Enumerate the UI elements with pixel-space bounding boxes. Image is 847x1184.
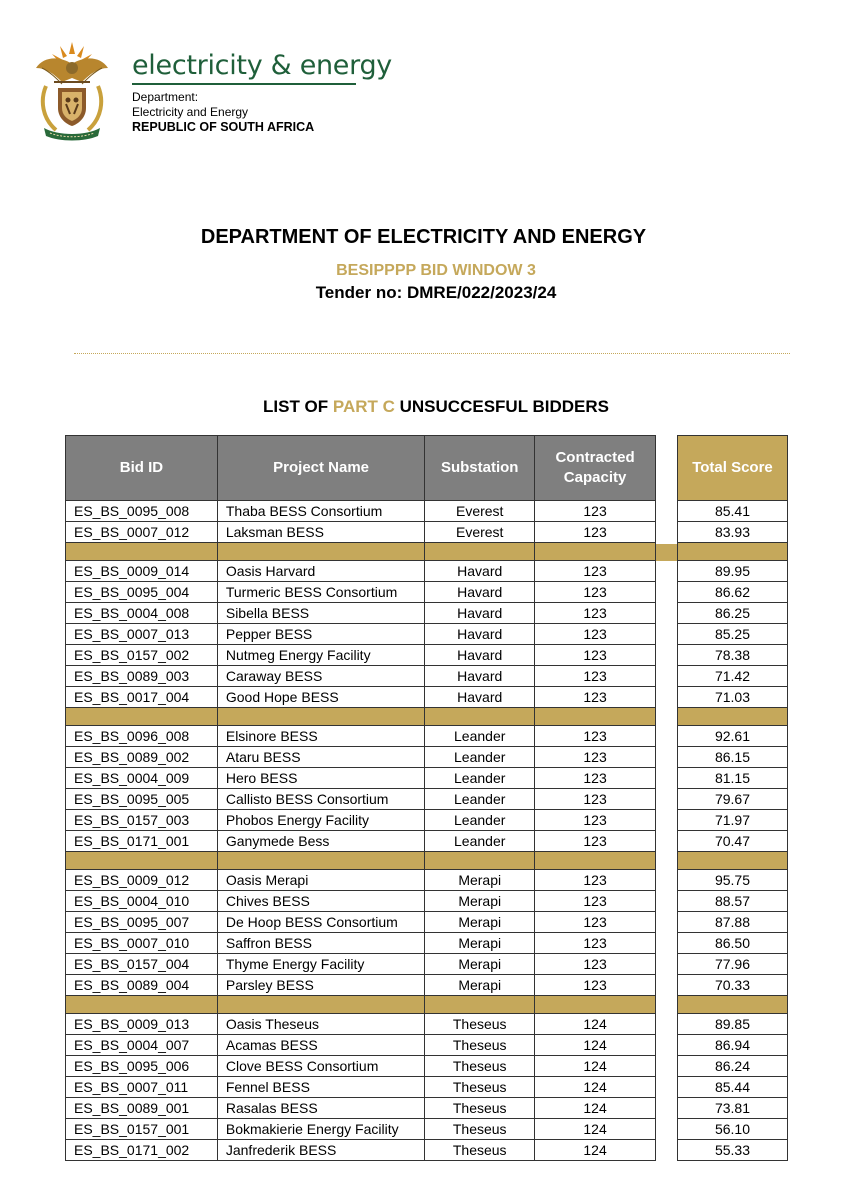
total-score-cell: 89.85: [678, 1014, 788, 1035]
capacity-cell: 123: [535, 624, 656, 645]
capacity-cell: 123: [535, 666, 656, 687]
dept-line-3: REPUBLIC OF SOUTH AFRICA: [132, 120, 315, 134]
total-score-cell: 86.62: [678, 582, 788, 603]
capacity-cell: 123: [535, 954, 656, 975]
score-row: [678, 891, 788, 912]
header-capacity-line-1: Contracted: [555, 449, 635, 466]
capacity-cell: 123: [535, 891, 656, 912]
capacity-cell: 123: [535, 831, 656, 852]
total-score-cell: 86.25: [678, 603, 788, 624]
separator-cell: [66, 996, 218, 1014]
table-row: [66, 810, 656, 831]
bid-id-cell: ES_BS_0007_011: [66, 1077, 218, 1098]
substation-cell: Everest: [425, 522, 535, 543]
project-name-cell: Acamas BESS: [217, 1035, 424, 1056]
table-row: [66, 1098, 656, 1119]
substation-cell: Havard: [425, 624, 535, 645]
capacity-cell: 123: [535, 726, 656, 747]
score-row: [678, 1035, 788, 1056]
substation-cell: Havard: [425, 645, 535, 666]
bid-id-cell: ES_BS_0171_002: [66, 1140, 218, 1161]
project-name-cell: Rasalas BESS: [217, 1098, 424, 1119]
table-row: [66, 1119, 656, 1140]
bid-id-cell: ES_BS_0009_013: [66, 1014, 218, 1035]
project-name-cell: Clove BESS Consortium: [217, 1056, 424, 1077]
bid-id-cell: ES_BS_0096_008: [66, 726, 218, 747]
substation-cell: Theseus: [425, 1014, 535, 1035]
table-row: [66, 1077, 656, 1098]
substation-cell: Havard: [425, 603, 535, 624]
capacity-cell: 123: [535, 768, 656, 789]
bid-id-cell: ES_BS_0157_004: [66, 954, 218, 975]
substation-cell: Everest: [425, 501, 535, 522]
bid-id-cell: ES_BS_0007_010: [66, 933, 218, 954]
total-score-cell: 86.24: [678, 1056, 788, 1077]
substation-cell: Leander: [425, 768, 535, 789]
project-name-cell: Oasis Harvard: [217, 561, 424, 582]
dept-line-1: Department:: [132, 90, 199, 104]
score-row: [678, 1056, 788, 1077]
substation-cell: Theseus: [425, 1140, 535, 1161]
score-row: [678, 831, 788, 852]
score-row: [678, 603, 788, 624]
score-row: [678, 912, 788, 933]
project-name-cell: Phobos Energy Facility: [217, 810, 424, 831]
bid-id-cell: ES_BS_0095_007: [66, 912, 218, 933]
total-score-cell: 89.95: [678, 561, 788, 582]
table-row: [66, 624, 656, 645]
table-row: [66, 1035, 656, 1056]
total-score-cell: 56.10: [678, 1119, 788, 1140]
separator-cell: [66, 543, 218, 561]
substation-cell: Theseus: [425, 1098, 535, 1119]
table-row: [66, 501, 656, 522]
table-row: [66, 870, 656, 891]
total-score-cell: 55.33: [678, 1140, 788, 1161]
capacity-cell: 123: [535, 933, 656, 954]
project-name-cell: Turmeric BESS Consortium: [217, 582, 424, 603]
score-row: [678, 561, 788, 582]
dept-line-2: Electricity and Energy: [132, 105, 249, 119]
score-row: [678, 1119, 788, 1140]
capacity-cell: 123: [535, 810, 656, 831]
substation-cell: Leander: [425, 810, 535, 831]
list-heading-suffix: UNSUCCESFUL BIDDERS: [394, 397, 609, 416]
score-row: [678, 687, 788, 708]
header-contracted-capacity: [535, 436, 656, 501]
project-name-cell: Parsley BESS: [217, 975, 424, 996]
score-row: [678, 933, 788, 954]
project-name-cell: Sibella BESS: [217, 603, 424, 624]
total-score-cell: 92.61: [678, 726, 788, 747]
header-total-score: Total Score: [678, 436, 788, 501]
score-header-row: [678, 436, 788, 501]
total-score-cell: 71.03: [678, 687, 788, 708]
score-row: [678, 810, 788, 831]
department-branding: [132, 50, 392, 135]
score-table: [677, 435, 788, 1161]
project-name-cell: Caraway BESS: [217, 666, 424, 687]
bid-id-cell: ES_BS_0004_010: [66, 891, 218, 912]
bid-id-cell: ES_BS_0089_001: [66, 1098, 218, 1119]
table-row: [66, 789, 656, 810]
total-score-cell: 85.41: [678, 501, 788, 522]
project-name-cell: Nutmeg Energy Facility: [217, 645, 424, 666]
project-name-cell: Callisto BESS Consortium: [217, 789, 424, 810]
table-header-row: [66, 436, 656, 501]
separator-cell: [678, 543, 788, 561]
substation-cell: Merapi: [425, 912, 535, 933]
separator-cell: [535, 996, 656, 1014]
substation-cell: Havard: [425, 687, 535, 708]
document-title: DEPARTMENT OF ELECTRICITY AND ENERGY: [200, 226, 647, 248]
capacity-cell: 124: [535, 1056, 656, 1077]
table-row: [66, 1014, 656, 1035]
total-score-cell: 81.15: [678, 768, 788, 789]
table-row: [66, 954, 656, 975]
bid-id-cell: ES_BS_0004_008: [66, 603, 218, 624]
header-bid-id: Bid ID: [66, 436, 218, 501]
separator-cell: [535, 543, 656, 561]
separator-cell: [678, 996, 788, 1014]
table-row: [66, 747, 656, 768]
bid-id-cell: ES_BS_0017_004: [66, 687, 218, 708]
bid-id-cell: ES_BS_0095_004: [66, 582, 218, 603]
score-row: [678, 501, 788, 522]
total-score-cell: 77.96: [678, 954, 788, 975]
list-heading-highlight: PART C: [332, 397, 395, 416]
bid-id-cell: ES_BS_0095_005: [66, 789, 218, 810]
bid-id-cell: ES_BS_0007_012: [66, 522, 218, 543]
capacity-cell: 124: [535, 1098, 656, 1119]
score-row: [678, 1098, 788, 1119]
table-row: [66, 912, 656, 933]
bid-id-cell: ES_BS_0095_008: [66, 501, 218, 522]
capacity-cell: 124: [535, 1140, 656, 1161]
project-name-cell: Ganymede Bess: [217, 831, 424, 852]
project-name-cell: Fennel BESS: [217, 1077, 424, 1098]
separator-cell: [66, 708, 218, 726]
total-score-cell: 79.67: [678, 789, 788, 810]
score-row: [678, 624, 788, 645]
score-row: [678, 975, 788, 996]
project-name-cell: Hero BESS: [217, 768, 424, 789]
capacity-cell: 124: [535, 1035, 656, 1056]
total-score-cell: 73.81: [678, 1098, 788, 1119]
separator-cell: [217, 996, 424, 1014]
total-score-cell: 83.93: [678, 522, 788, 543]
score-separator-row: [678, 996, 788, 1014]
bid-id-cell: ES_BS_0095_006: [66, 1056, 218, 1077]
project-name-cell: Oasis Theseus: [217, 1014, 424, 1035]
project-name-cell: De Hoop BESS Consortium: [217, 912, 424, 933]
project-name-cell: Ataru BESS: [217, 747, 424, 768]
substation-cell: Merapi: [425, 891, 535, 912]
score-row: [678, 870, 788, 891]
capacity-cell: 123: [535, 645, 656, 666]
substation-cell: Theseus: [425, 1035, 535, 1056]
separator-cell: [425, 996, 535, 1014]
bid-id-cell: ES_BS_0004_009: [66, 768, 218, 789]
capacity-cell: 123: [535, 975, 656, 996]
document-subtitle: BESIPPPP BID WINDOW 3: [336, 262, 536, 279]
total-score-cell: 71.97: [678, 810, 788, 831]
total-score-cell: 86.94: [678, 1035, 788, 1056]
table-row: [66, 726, 656, 747]
substation-cell: Leander: [425, 831, 535, 852]
dotted-divider: [74, 353, 790, 354]
substation-cell: Havard: [425, 561, 535, 582]
group-separator-row: [66, 996, 656, 1014]
project-name-cell: Saffron BESS: [217, 933, 424, 954]
header-substation: Substation: [425, 436, 535, 501]
separator-cell: [678, 852, 788, 870]
table-row: [66, 603, 656, 624]
table-row: [66, 975, 656, 996]
score-row: [678, 1014, 788, 1035]
table-row: [66, 687, 656, 708]
substation-cell: Merapi: [425, 933, 535, 954]
total-score-cell: 71.42: [678, 666, 788, 687]
total-score-cell: 86.50: [678, 933, 788, 954]
capacity-cell: 123: [535, 522, 656, 543]
substation-cell: Havard: [425, 582, 535, 603]
substation-cell: Merapi: [425, 870, 535, 891]
score-row: [678, 1140, 788, 1161]
project-name-cell: Laksman BESS: [217, 522, 424, 543]
substation-cell: Merapi: [425, 954, 535, 975]
bid-id-cell: ES_BS_0007_013: [66, 624, 218, 645]
substation-cell: Leander: [425, 726, 535, 747]
separator-cell: [217, 852, 424, 870]
total-score-cell: 70.47: [678, 831, 788, 852]
total-score-cell: 95.75: [678, 870, 788, 891]
group-separator-row: [66, 543, 656, 561]
header-project-name: Project Name: [217, 436, 424, 501]
score-row: [678, 726, 788, 747]
score-row: [678, 789, 788, 810]
substation-cell: Theseus: [425, 1119, 535, 1140]
table-row: [66, 582, 656, 603]
project-name-cell: Good Hope BESS: [217, 687, 424, 708]
capacity-cell: 123: [535, 747, 656, 768]
score-row: [678, 954, 788, 975]
capacity-cell: 123: [535, 687, 656, 708]
bid-id-cell: ES_BS_0089_003: [66, 666, 218, 687]
capacity-cell: 123: [535, 582, 656, 603]
score-row: [678, 747, 788, 768]
brand-name: electricity & energy: [132, 50, 392, 81]
table-row: [66, 891, 656, 912]
tender-number: Tender no: DMRE/022/2023/24: [315, 283, 557, 302]
project-name-cell: Janfrederik BESS: [217, 1140, 424, 1161]
total-score-cell: 87.88: [678, 912, 788, 933]
capacity-cell: 123: [535, 603, 656, 624]
bid-id-cell: ES_BS_0157_002: [66, 645, 218, 666]
score-row: [678, 582, 788, 603]
project-name-cell: Chives BESS: [217, 891, 424, 912]
bid-id-cell: ES_BS_0089_002: [66, 747, 218, 768]
score-separator-row: [678, 708, 788, 726]
table-row: [66, 1056, 656, 1077]
table-row: [66, 1140, 656, 1161]
brand-underline: [132, 83, 356, 85]
capacity-cell: 123: [535, 912, 656, 933]
separator-cell: [66, 852, 218, 870]
separator-cell: [425, 852, 535, 870]
table-row: [66, 933, 656, 954]
capacity-cell: 123: [535, 870, 656, 891]
substation-cell: Havard: [425, 666, 535, 687]
project-name-cell: Bokmakierie Energy Facility: [217, 1119, 424, 1140]
total-score-cell: 78.38: [678, 645, 788, 666]
bid-id-cell: ES_BS_0089_004: [66, 975, 218, 996]
project-name-cell: Thyme Energy Facility: [217, 954, 424, 975]
bid-id-cell: ES_BS_0004_007: [66, 1035, 218, 1056]
score-row: [678, 645, 788, 666]
separator-cell: [425, 543, 535, 561]
score-row: [678, 666, 788, 687]
capacity-cell: 124: [535, 1119, 656, 1140]
table-row: [66, 645, 656, 666]
list-heading-prefix: LIST OF: [263, 397, 333, 416]
substation-cell: Merapi: [425, 975, 535, 996]
total-score-cell: 85.25: [678, 624, 788, 645]
coat-of-arms-logo: [32, 38, 112, 142]
separator-cell: [425, 708, 535, 726]
bid-id-cell: ES_BS_0009_014: [66, 561, 218, 582]
bid-id-cell: ES_BS_0157_003: [66, 810, 218, 831]
substation-cell: Leander: [425, 789, 535, 810]
score-row: [678, 768, 788, 789]
table-row: [66, 768, 656, 789]
separator-cell: [535, 852, 656, 870]
capacity-cell: 123: [535, 501, 656, 522]
total-score-cell: 85.44: [678, 1077, 788, 1098]
separator-cell: [535, 708, 656, 726]
list-heading: [0, 397, 847, 417]
capacity-cell: 124: [535, 1077, 656, 1098]
bid-id-cell: ES_BS_0157_001: [66, 1119, 218, 1140]
bid-id-cell: ES_BS_0171_001: [66, 831, 218, 852]
project-name-cell: Thaba BESS Consortium: [217, 501, 424, 522]
project-name-cell: Elsinore BESS: [217, 726, 424, 747]
score-separator-row: [678, 543, 788, 561]
separator-cell: [678, 708, 788, 726]
table-row: [66, 561, 656, 582]
bidders-table: [65, 435, 656, 1161]
score-row: [678, 1077, 788, 1098]
project-name-cell: Pepper BESS: [217, 624, 424, 645]
capacity-cell: 124: [535, 1014, 656, 1035]
table-row: [66, 522, 656, 543]
header-capacity-line-2: Capacity: [563, 469, 627, 486]
total-score-cell: 88.57: [678, 891, 788, 912]
group-separator-row: [66, 852, 656, 870]
capacity-cell: 123: [535, 561, 656, 582]
bid-id-cell: ES_BS_0009_012: [66, 870, 218, 891]
score-separator-row: [678, 852, 788, 870]
total-score-cell: 70.33: [678, 975, 788, 996]
separator-cell: [217, 708, 424, 726]
separator-gap-fill: [656, 544, 677, 561]
table-row: [66, 831, 656, 852]
substation-cell: Leander: [425, 747, 535, 768]
capacity-cell: 123: [535, 789, 656, 810]
group-separator-row: [66, 708, 656, 726]
substation-cell: Theseus: [425, 1056, 535, 1077]
table-row: [66, 666, 656, 687]
project-name-cell: Oasis Merapi: [217, 870, 424, 891]
substation-cell: Theseus: [425, 1077, 535, 1098]
total-score-cell: 86.15: [678, 747, 788, 768]
separator-cell: [217, 543, 424, 561]
score-row: [678, 522, 788, 543]
